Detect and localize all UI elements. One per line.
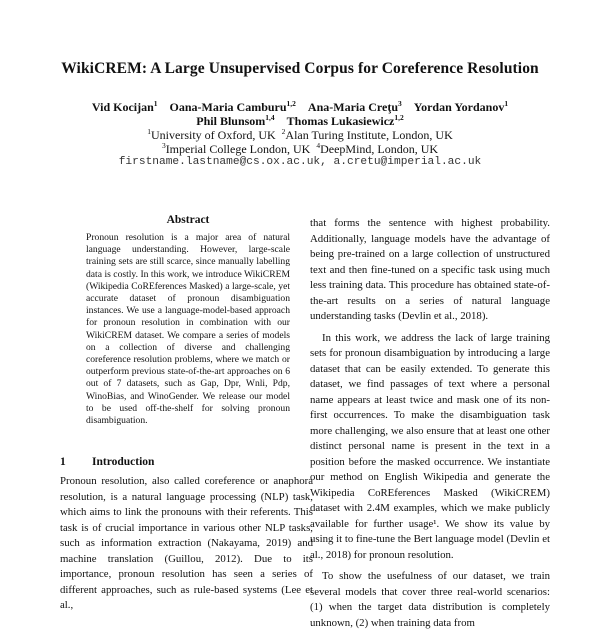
section-title: Introduction: [92, 456, 155, 468]
author-superscript: 1,4: [265, 113, 275, 122]
affiliation: $^3$Imperial College London, UK: [161, 141, 311, 156]
author-name: Thomas Lukasiewicz$^{1,2}$: [286, 113, 404, 128]
paragraph: To show the usefulness of our dataset, we train several models that cover three real-world scenarios: (1) when the target data distribution is completely unknown, (2) when training data from: [310, 570, 550, 629]
author-superscript: 1: [153, 99, 158, 108]
author-name: Yordan Yordanov$^1$: [413, 99, 509, 114]
paper-title: WikiCREM: A Large Unsupervised Corpus for Coreference Resolution: [61, 60, 539, 77]
intro-left-column: Pronoun resolution, also called coreference or anaphora resolution, is a natural language processing (NLP) task, which aims to link the pronouns with their referents. This task is of crucial importance in various other NLP tasks, such as information extraction (Nakayama, 2019) and machine translation (Guillou, 2012). Due to its importance, pronoun resolution has seen a series of different approaches, such as rule-based systems (Lee et al.,: [60, 475, 313, 611]
author-superscript: 1,2: [286, 99, 296, 108]
author-name: Vid Kocijan$^1$: [91, 99, 158, 114]
affiliation-superscript: 3: [161, 141, 166, 150]
affiliation-line-1: [0, 128, 600, 142]
author-superscript: 1: [504, 99, 509, 108]
affiliation: $^4$DeepMind, London, UK: [316, 141, 439, 156]
author-superscript: 1,2: [394, 113, 404, 122]
author-name: Ana-Maria Creţu$^3$: [307, 99, 402, 114]
paragraph: that forms the sentence with highest probability. Additionally, language models have the advantage of being pre-trained on a large collection of unstructured text and then fine-tuned on a specific task using much less training data. This procedure has obtained state-of-the-art results on a series of natural language understanding tasks (Devlin et al., 2018).: [310, 217, 550, 322]
affiliation: $^1$University of Oxford, UK: [147, 127, 276, 142]
paragraph: In this work, we address the lack of large training sets for pronoun disambiguation by introducing a large dataset that can be easily extended. To generate this dataset, we find passages of text where a personal name appears at least twice and mask one of its non-first occurrences. To make the disambiguation task more challenging, we also ensure that at least one other distinct personal name is present in the text in a position before the masked occurrence. We instantiate our method on English Wikipedia and generate the Wikipedia CoREferences Masked (WikiCREM) dataset with 2.4M examples, which we make publicly available for further usage¹. We show its value by using it to fine-tune the Bert language model (Devlin et al., 2018) for pronoun resolution.: [310, 331, 550, 561]
affiliation: $^2$Alan Turing Institute, London, UK: [281, 127, 453, 142]
author-line-2: [0, 114, 600, 128]
affiliation-superscript: 1: [147, 127, 151, 136]
author-line-1: [0, 100, 600, 114]
affiliation-superscript: 4: [316, 141, 321, 150]
author-superscript: 3: [398, 99, 402, 108]
intro-right-column: [310, 216, 550, 631]
affiliation-superscript: 2: [281, 127, 286, 136]
author-name: Oana-Maria Camburu$^{1,2}$: [169, 99, 296, 114]
abstract-heading: Abstract: [166, 214, 210, 226]
section-heading-introduction: [60, 456, 154, 468]
abstract-body: Pronoun resolution is a major area of natural language understanding. However, large-scale training sets are still scarce, since manually labelling data is costly. In this work, we introduce WikiCREM (Wikipedia CoREferences Masked) a large-scale, yet accurate dataset of pronoun disambiguation instances. We use a language-model-based approach for pronoun resolution in combination with our WikiCREM dataset. We compare a series of models on a collection of diverse and challenging coreference resolution problems, where we match or outperform previous state-of-the-art approaches on 6 out of 7 datasets, such as Gap, Dpr, Wnli, Pdp, WinoBias, and WinoGender. We release our model to be used off-the-shelf for solving pronoun disambiguation.: [86, 232, 290, 427]
author-emails: firstname.lastname@cs.ox.ac.uk, a.cretu@imperial.ac.uk: [118, 156, 482, 168]
author-name: Phil Blunsom$^{1,4}$: [196, 113, 275, 128]
affiliation-line-2: [0, 142, 600, 156]
section-number: 1: [60, 456, 66, 468]
